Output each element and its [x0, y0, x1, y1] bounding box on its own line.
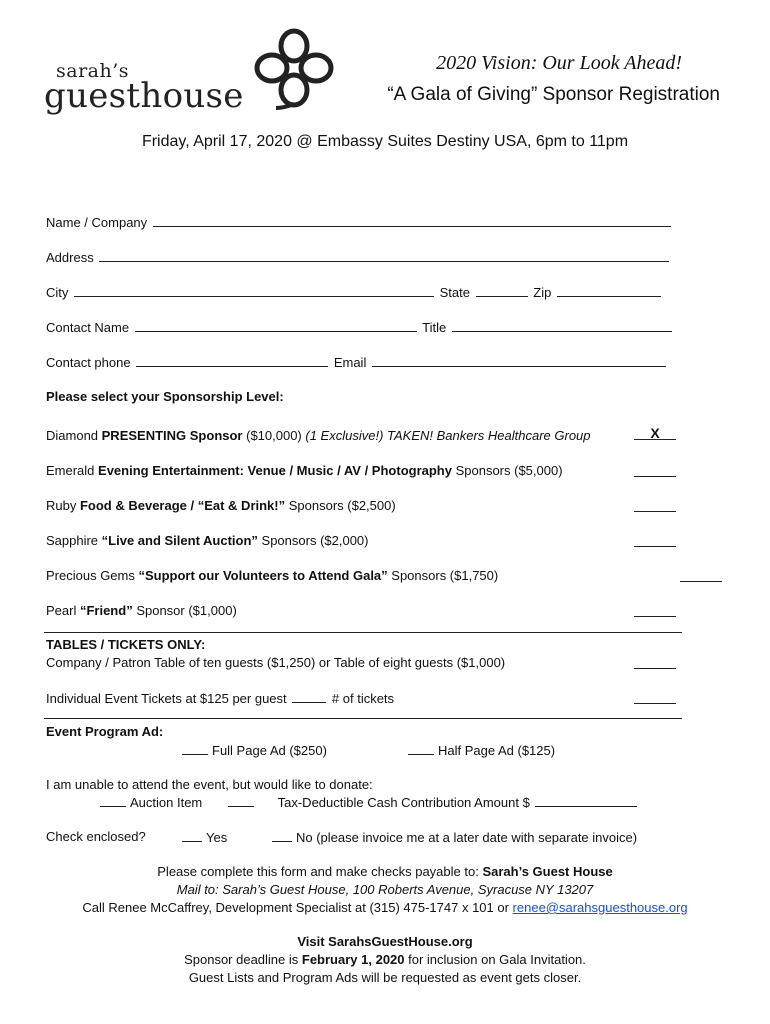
- contact-prefix: Call Renee McCaffrey, Development Specialist at (315) 475-1747 x 101 or: [82, 900, 513, 915]
- deadline-suffix: for inclusion on Gala Invitation.: [404, 952, 586, 967]
- diamond-price: ($10,000): [242, 428, 306, 443]
- full-page-ad-checkbox[interactable]: [182, 742, 208, 755]
- pearl-level: “Friend”: [79, 603, 133, 618]
- title-field[interactable]: [452, 319, 672, 332]
- emerald-prefix: Emerald: [46, 463, 99, 478]
- gala-title: 2020 Vision: Our Look Ahead!: [436, 52, 682, 74]
- tickets-count-field[interactable]: [292, 690, 326, 703]
- diamond-prefix: Diamond: [46, 428, 102, 443]
- emerald-sponsor-row: [46, 463, 563, 478]
- address-label: Address: [46, 250, 94, 265]
- check-yes-option: [182, 829, 227, 845]
- cash-amount-field[interactable]: [535, 794, 637, 807]
- check-no-checkbox[interactable]: [272, 829, 292, 842]
- program-ad-heading: Event Program Ad:: [46, 724, 164, 739]
- email-field[interactable]: [372, 354, 666, 367]
- contact-name-label: Contact Name: [46, 320, 130, 335]
- payable-name: Sarah’s Guest House: [482, 864, 613, 879]
- contact-phone-row: [46, 354, 668, 370]
- deadline-date: February 1, 2020: [301, 952, 405, 967]
- auction-item-option: [100, 794, 202, 810]
- auction-item-checkbox[interactable]: [100, 794, 126, 807]
- ruby-price: Sponsors ($2,500): [285, 498, 396, 513]
- check-no-option: [272, 829, 637, 845]
- logo-big-text: guesthouse: [44, 76, 244, 116]
- tickets-count-label: # of tickets: [331, 691, 395, 706]
- tables-checkbox[interactable]: [634, 654, 676, 669]
- check-yes-checkbox[interactable]: [182, 829, 202, 842]
- ruby-checkbox[interactable]: [634, 497, 676, 512]
- gala-subtitle: “A Gala of Giving” Sponsor Registration: [387, 84, 720, 105]
- address-row: [46, 249, 671, 265]
- emerald-price: Sponsors ($5,000): [451, 463, 563, 478]
- ruby-sponsor-row: [46, 498, 396, 513]
- section-divider: [44, 632, 682, 633]
- diamond-level: PRESENTING Sponsor: [101, 428, 243, 443]
- check-no-label: No (please invoice me at a later date with separate invoice): [296, 830, 638, 845]
- check-yes-label: Yes: [206, 830, 228, 845]
- auction-item-label: Auction Item: [130, 795, 203, 810]
- logo-small-text: sarah’s: [56, 60, 130, 82]
- tables-heading: TABLES / TICKETS ONLY:: [46, 637, 206, 652]
- diamond-checkbox[interactable]: X: [634, 425, 676, 440]
- gems-checkbox[interactable]: [680, 567, 722, 582]
- mail-to-line: Mail to: Sarah’s Guest House, 100 Roberts Avenue, Syracuse NY 13207: [176, 882, 594, 897]
- cash-contribution-option: [228, 794, 639, 810]
- name-company-row: [46, 214, 673, 230]
- sapphire-sponsor-row: [46, 533, 369, 548]
- full-page-ad-label: Full Page Ad ($250): [212, 743, 327, 758]
- gems-price: Sponsors ($1,750): [387, 568, 499, 583]
- clover-logo-icon: [254, 28, 334, 110]
- zip-field[interactable]: [557, 284, 661, 297]
- cash-contribution-label: Tax-Deductible Cash Contribution Amount $: [277, 795, 530, 810]
- contact-phone-label: Contact phone: [46, 355, 131, 370]
- half-page-ad-label: Half Page Ad ($125): [438, 743, 556, 758]
- name-company-field[interactable]: [153, 214, 671, 227]
- pearl-checkbox[interactable]: [634, 602, 676, 617]
- gems-sponsor-row: [46, 568, 498, 583]
- gems-prefix: Precious Gems: [46, 568, 139, 583]
- ruby-prefix: Ruby: [46, 498, 80, 513]
- cash-contribution-checkbox[interactable]: [228, 794, 254, 807]
- pearl-sponsor-row: [46, 603, 237, 618]
- city-field[interactable]: [74, 284, 434, 297]
- section-divider: [44, 718, 682, 719]
- address-field[interactable]: [99, 249, 669, 262]
- zip-label: Zip: [533, 285, 552, 300]
- half-page-ad-checkbox[interactable]: [408, 742, 434, 755]
- email-link[interactable]: renee@sarahsguesthouse.org: [512, 900, 688, 915]
- sapphire-checkbox[interactable]: [634, 532, 676, 547]
- pearl-price: Sponsor ($1,000): [132, 603, 237, 618]
- contact-line: [0, 900, 770, 915]
- state-field[interactable]: [476, 284, 528, 297]
- half-page-ad-option: [408, 742, 555, 758]
- contact-phone-field[interactable]: [136, 354, 328, 367]
- name-company-label: Name / Company: [46, 215, 148, 230]
- payable-prefix: Please complete this form and make checks payable to:: [157, 864, 483, 879]
- diamond-sponsor-row: [46, 428, 591, 443]
- tables-line: Company / Patron Table of ten guests ($1,250) or Table of eight guests ($1,000): [46, 655, 506, 670]
- sapphire-prefix: Sapphire: [46, 533, 102, 548]
- ruby-level: Food & Beverage / “Eat & Drink!”: [79, 498, 286, 513]
- diamond-note: (1 Exclusive!) TAKEN! Bankers Healthcare Group: [305, 428, 591, 443]
- payable-line: [0, 864, 770, 879]
- full-page-ad-option: [182, 742, 327, 758]
- emerald-checkbox[interactable]: [634, 462, 676, 477]
- pearl-prefix: Pearl: [46, 603, 80, 618]
- gems-level: “Support our Volunteers to Attend Gala”: [138, 568, 388, 583]
- visit-website[interactable]: Visit SarahsGuestHouse.org: [297, 934, 473, 949]
- check-enclosed-label: Check enclosed?: [46, 829, 146, 844]
- sapphire-level: “Live and Silent Auction”: [101, 533, 258, 548]
- deadline-line: [0, 952, 770, 967]
- sponsorship-heading: Please select your Sponsorship Level:: [46, 389, 284, 404]
- city-label: City: [46, 285, 69, 300]
- state-label: State: [439, 285, 470, 300]
- email-label: Email: [333, 355, 367, 370]
- contact-name-row: [46, 319, 674, 335]
- tickets-label: Individual Event Tickets at $125 per guest: [46, 691, 287, 706]
- tickets-row: [46, 690, 394, 706]
- donate-intro: I am unable to attend the event, but would like to donate:: [46, 777, 373, 792]
- city-state-zip-row: [46, 284, 663, 300]
- emerald-level: Evening Entertainment: Venue / Music / AV / Photography: [98, 463, 452, 478]
- tickets-checkbox[interactable]: [634, 689, 676, 704]
- title-label: Title: [422, 320, 447, 335]
- contact-name-field[interactable]: [135, 319, 417, 332]
- event-details: Friday, April 17, 2020 @ Embassy Suites Destiny USA, 6pm to 11pm: [141, 133, 629, 150]
- sapphire-price: Sponsors ($2,000): [257, 533, 369, 548]
- guest-lists-note: Guest Lists and Program Ads will be requested as event gets closer.: [188, 970, 582, 985]
- deadline-prefix: Sponsor deadline is: [184, 952, 302, 967]
